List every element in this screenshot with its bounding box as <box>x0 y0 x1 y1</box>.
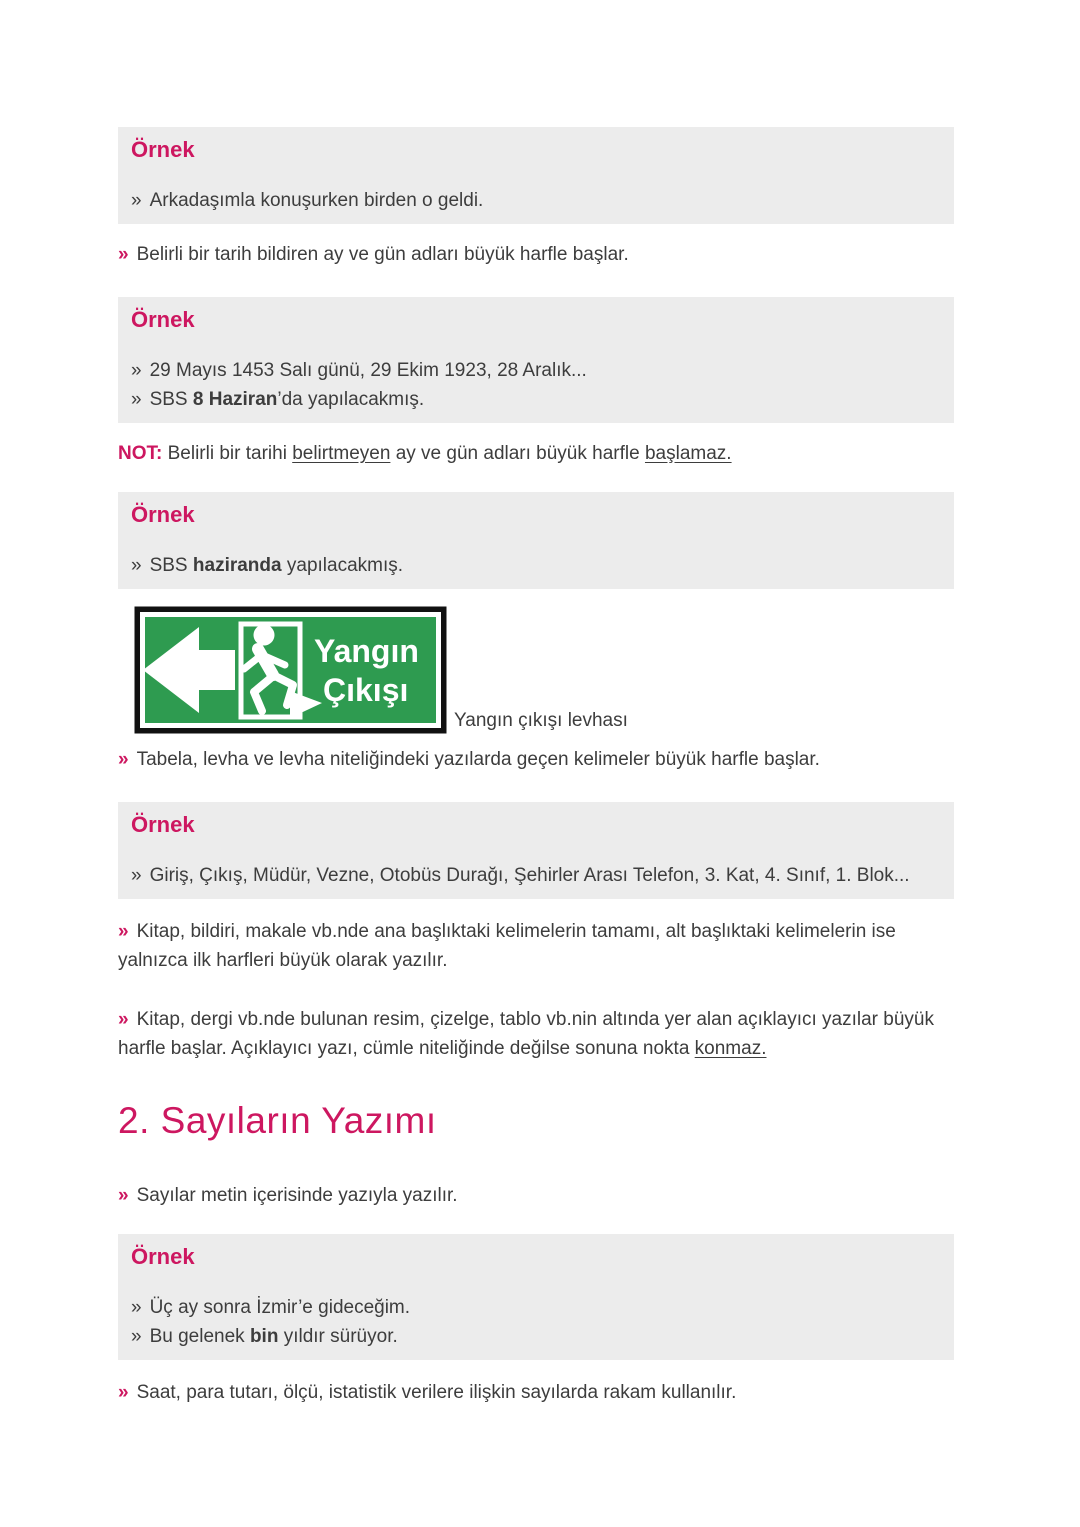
example-item-text: Giriş, Çıkış, Müdür, Vezne, Otobüs Durağı, Şehirler Arası Telefon, 3. Kat, 4. Sınıf, 1. Blok... <box>149 865 910 886</box>
rule-text <box>118 917 954 975</box>
chevron-bullet-icon: » <box>118 921 129 942</box>
note-text-content: Belirli bir tarihi <box>162 443 293 464</box>
rule-text <box>118 240 954 269</box>
example-item-text: ’da yapılacakmış. <box>277 389 425 410</box>
note-underlined-text: belirtmeyen <box>292 443 391 464</box>
example-item-text: Üç ay sonra İzmir’e gideceğim. <box>149 1297 411 1318</box>
rule-text <box>118 1005 954 1063</box>
example-box <box>118 1234 954 1360</box>
chevron-bullet-icon: » <box>131 360 142 381</box>
rule-text-content: Kitap, dergi vb.nde bulunan resim, çizelge, tablo vb.nin altında yer alan açıklayıcı yazılar büyük harfle başlar. Açıklayıcı yazı, cümle niteliğinde değilse sonuna nokta <box>118 1009 934 1059</box>
rule-text-content: Belirli bir tarih bildiren ay ve gün adları büyük harfle başlar. <box>136 244 629 265</box>
example-item <box>131 186 941 215</box>
chevron-bullet-icon: » <box>118 1382 129 1403</box>
example-item-text: 29 Mayıs 1453 Salı günü, 29 Ekim 1923, 28 Aralık... <box>149 360 587 381</box>
chevron-bullet-icon: » <box>131 389 142 410</box>
note-text <box>118 439 954 468</box>
example-item <box>131 1293 941 1322</box>
note-underlined-text: başlamaz. <box>644 443 732 464</box>
note-label: NOT: <box>118 443 163 464</box>
fire-exit-figure <box>133 605 954 735</box>
fire-exit-sign-image <box>133 605 448 735</box>
example-box <box>118 297 954 423</box>
example-item-text: yıldır sürüyor. <box>278 1326 398 1347</box>
rule-text <box>118 1378 954 1407</box>
chevron-bullet-icon: » <box>131 190 142 211</box>
example-item <box>131 551 941 580</box>
example-lines <box>131 356 941 414</box>
sign-text-line1: Yangın <box>314 633 419 669</box>
chevron-bullet-icon: » <box>131 1297 142 1318</box>
example-item <box>131 356 941 385</box>
sign-caption: Yangın çıkışı levhası <box>454 710 628 731</box>
note-text-content: ay ve gün adları büyük harfle <box>390 443 645 464</box>
example-item-text: SBS <box>149 555 193 576</box>
example-box <box>118 127 954 224</box>
rule-underlined-text: konmaz. <box>694 1038 767 1059</box>
chevron-bullet-icon: » <box>118 1185 129 1206</box>
example-label: Örnek <box>131 502 195 527</box>
example-item <box>131 1322 941 1351</box>
chevron-bullet-icon: » <box>131 1326 142 1347</box>
example-item-text: Arkadaşımla konuşurken birden o geldi. <box>149 190 484 211</box>
chevron-bullet-icon: » <box>131 865 142 886</box>
chevron-bullet-icon: » <box>118 244 129 265</box>
section-heading: 2. Sayıların Yazımı <box>118 1100 437 1141</box>
rule-text-content: Sayılar metin içerisinde yazıyla yazılır. <box>136 1185 458 1206</box>
example-item-bold: 8 Haziran <box>192 389 278 410</box>
rule-text <box>118 745 954 774</box>
example-label: Örnek <box>131 1244 195 1269</box>
example-label: Örnek <box>131 307 195 332</box>
chevron-bullet-icon: » <box>118 1009 129 1030</box>
rule-text <box>118 1181 954 1210</box>
example-lines <box>131 1293 941 1351</box>
example-item-bold: bin <box>249 1326 279 1347</box>
example-item-text: SBS <box>149 389 193 410</box>
example-item <box>131 861 941 890</box>
example-lines <box>131 551 941 580</box>
sign-text-line2: Çıkışı <box>323 672 409 708</box>
example-item-bold: haziranda <box>192 555 282 576</box>
example-item-text: Bu gelenek <box>149 1326 250 1347</box>
rule-text-content: Saat, para tutarı, ölçü, istatistik verilere ilişkin sayılarda rakam kullanılır. <box>136 1382 737 1403</box>
rule-text-content: Tabela, levha ve levha niteliğindeki yazılarda geçen kelimeler büyük harfle başlar. <box>136 749 820 770</box>
example-box <box>118 802 954 899</box>
example-item-text: yapılacakmış. <box>281 555 404 576</box>
example-box <box>118 492 954 589</box>
example-label: Örnek <box>131 137 195 162</box>
rule-text-content: Kitap, bildiri, makale vb.nde ana başlıktaki kelimelerin tamamı, alt başlıktaki kelimelerin ise yalnızca ilk harfleri büyük olarak yazılır. <box>118 921 896 971</box>
example-lines <box>131 186 941 215</box>
chevron-bullet-icon: » <box>118 749 129 770</box>
chevron-bullet-icon: » <box>131 555 142 576</box>
example-lines <box>131 861 941 890</box>
example-item <box>131 385 941 414</box>
example-label: Örnek <box>131 812 195 837</box>
